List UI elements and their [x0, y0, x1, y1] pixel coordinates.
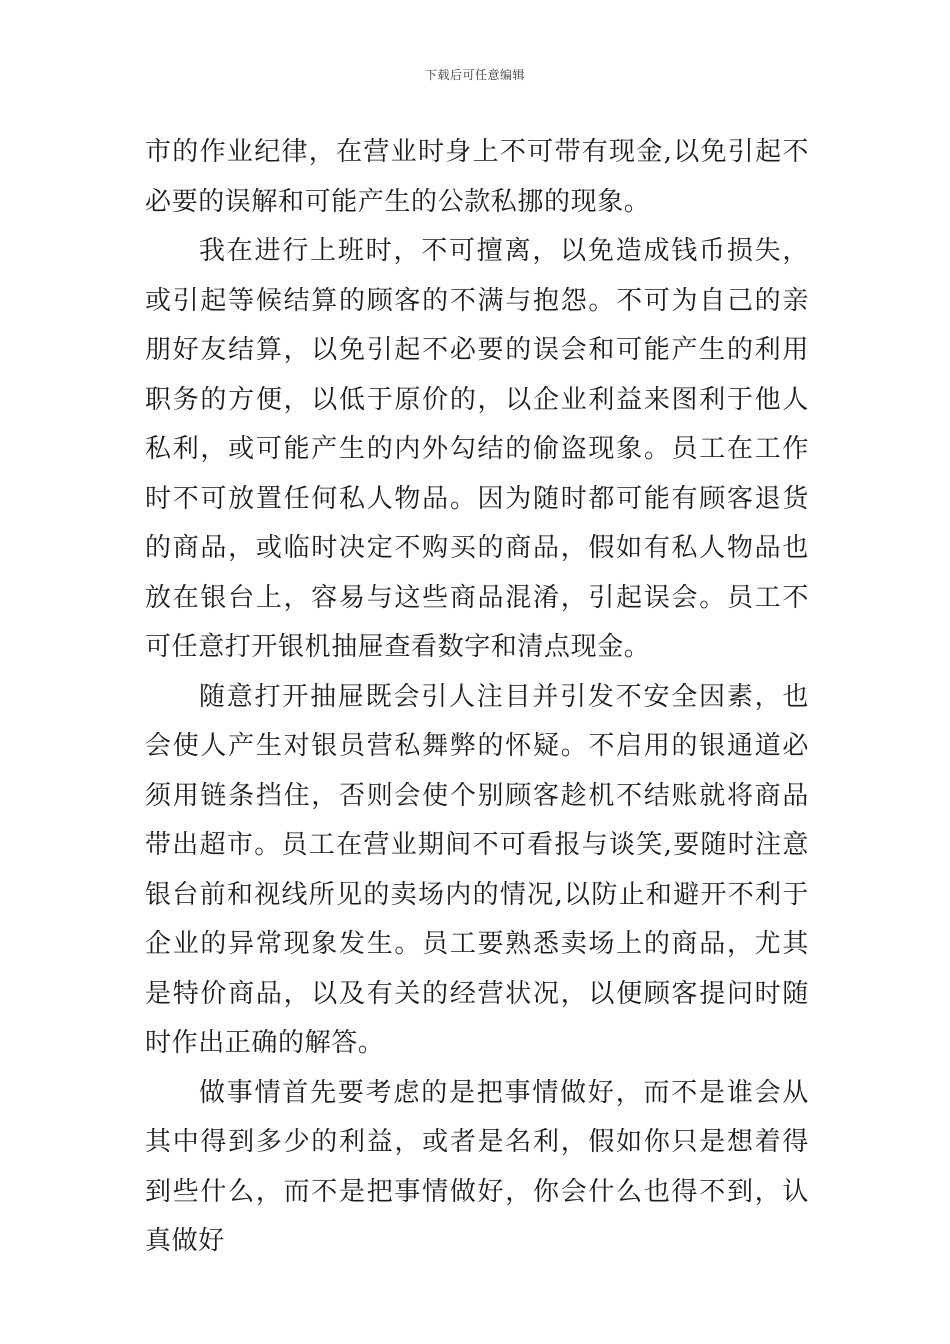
paragraph-continued: 市的作业纪律，在营业时身上不可带有现金,以免引起不必要的误解和可能产生的公款私挪的现象。 — [145, 137, 809, 217]
page-header: 下载后可任意编辑 — [424, 68, 525, 82]
paragraph: 做事情首先要考虑的是把事情做好，而不是谁会从其中得到多少的利益，或者是名利，假如你只是想着得到些什么，而不是把事情做好，你会什么也得不到，认真做好 — [145, 1077, 809, 1256]
paragraph: 我在进行上班时，不可擅离，以免造成钱币损失，或引起等候结算的顾客的不满与抱怨。不可为自己的亲朋好友结算，以免引起不必要的误会和可能产生的利用职务的方便，以低于原价的，以企业利益来图利于他人私利，或可能产生的内外勾结的偷盗现象。员工在工作时不可放置任何私人物品。因为随时都可能有顾客退货的商品，或临时决定不购买的商品，假如有私人物品也放在银台上，容易与这些商品混淆，引起误会。员工不可任意打开银机抽屉查看数字和清点现金。 — [145, 236, 809, 662]
document-body — [145, 128, 809, 1267]
paragraph: 随意打开抽屉既会引人注目并引发不安全因素，也会使人产生对银员营私舞弊的怀疑。不启用的银通道必须用链条挡住，否则会使个别顾客趁机不结账就将商品带出超市。员工在营业期间不可看报与谈笑,要随时注意银台前和视线所见的卖场内的情况,以防止和避开不利于企业的异常现象发生。员工要熟悉卖场上的商品，尤其是特价商品，以及有关的经营状况，以便顾客提问时随时作出正确的解答。 — [145, 681, 809, 1058]
